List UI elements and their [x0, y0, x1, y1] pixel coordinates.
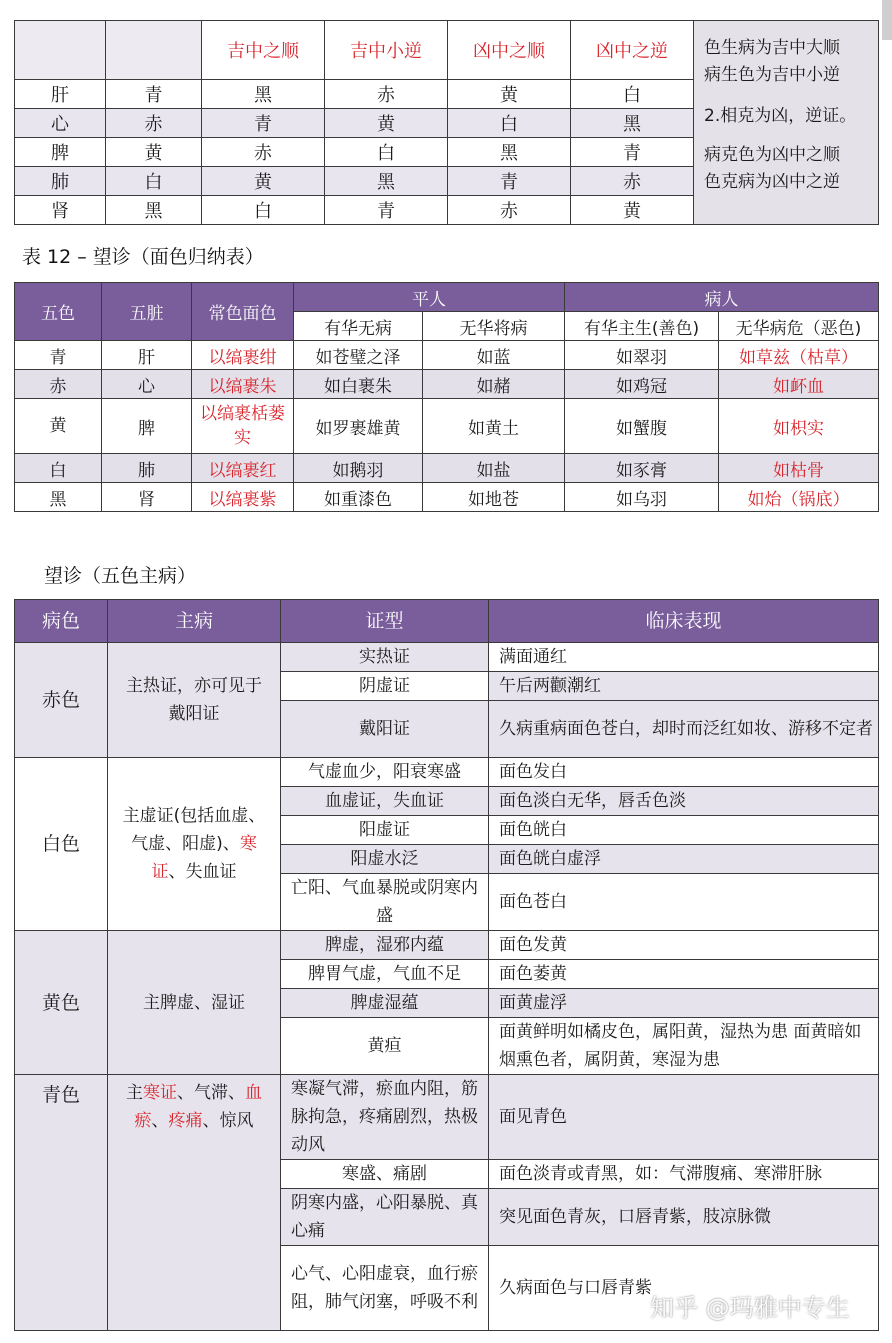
table-row [15, 454, 879, 483]
table-cell: 如蓝 [423, 341, 565, 370]
symptom-cell: 久病面色与口唇青紫 [489, 1246, 879, 1331]
table-row [15, 1075, 879, 1160]
table-cell: 黑 [202, 80, 325, 109]
table-cell: 白 [448, 109, 571, 138]
note-line: 病克色为凶中之顺 [704, 145, 840, 165]
main-disease-cell [108, 1075, 281, 1331]
table-cell: 以缟裹朱 [192, 370, 294, 399]
header-cell: 病色 [15, 600, 108, 643]
main-disease-text: 、惊风 [202, 1111, 254, 1131]
table-cell: 白 [106, 167, 202, 196]
table-cell: 黄 [325, 109, 448, 138]
pattern-cell: 阳虚证 [281, 816, 489, 845]
header-cell: 临床表现 [489, 600, 879, 643]
table-cell: 如枯骨 [719, 454, 879, 483]
table-cell: 如枳实 [719, 399, 879, 454]
main-disease-text: 主 [126, 1083, 143, 1103]
symptom-cell: 面色淡青或青黑，如：气滞腹痛、寒滞肝脉 [489, 1160, 879, 1189]
table-cell: 如炲（锅底） [719, 483, 879, 512]
main-disease-text: 、失血证 [168, 862, 237, 882]
table-cell: 青 [15, 341, 102, 370]
table-cell: 心 [15, 109, 106, 138]
main-disease-text: 、气滞、 [177, 1083, 245, 1103]
note-line: 2.相克为凶，逆证。 [704, 106, 857, 126]
symptom-cell: 面见青色 [489, 1075, 879, 1160]
table-cell: 脾 [15, 138, 106, 167]
symptom-cell: 面色淡白无华，唇舌色淡 [489, 787, 879, 816]
table-cell: 如地苍 [423, 483, 565, 512]
table-cell: 赤 [106, 109, 202, 138]
table-cell: 以缟裹绀 [192, 341, 294, 370]
table-cell: 如鹅羽 [294, 454, 423, 483]
table-cell: 肾 [102, 483, 192, 512]
symptom-cell: 面黄虚浮 [489, 989, 879, 1018]
five-color-disease-table [14, 599, 879, 1331]
table-cell: 白 [571, 80, 694, 109]
pattern-cell: 心气、心阳虚衰，血行瘀阻，肺气闭塞，呼吸不利 [281, 1246, 489, 1331]
symptom-cell: 满面通红 [489, 643, 879, 672]
symptom-cell: 面色㿠白 [489, 816, 879, 845]
table-cell: 黑 [106, 196, 202, 225]
pattern-cell: 脾胃气虚，气血不足 [281, 960, 489, 989]
pattern-cell: 阳虚水泛 [281, 845, 489, 874]
header-cell [15, 21, 106, 80]
table-cell: 肺 [15, 167, 106, 196]
subheader-cell: 无华将病 [423, 312, 565, 341]
table-cell: 如乌羽 [565, 483, 719, 512]
pattern-cell: 脾虚湿蕴 [281, 989, 489, 1018]
pattern-cell: 阴虚证 [281, 672, 489, 701]
table-cell: 黑 [571, 109, 694, 138]
table-cell: 如赭 [423, 370, 565, 399]
symptom-cell: 面色发白 [489, 758, 879, 787]
table-row [15, 643, 879, 672]
table-cell: 黑 [448, 138, 571, 167]
table-cell: 赤 [325, 80, 448, 109]
color-cell: 白色 [15, 758, 108, 931]
color-cell: 赤色 [15, 643, 108, 758]
table-row [15, 931, 879, 960]
table-cell: 黑 [15, 483, 102, 512]
symptom-cell: 面色发黄 [489, 931, 879, 960]
header-cell: 吉中小逆 [325, 21, 448, 80]
table-cell: 肺 [102, 454, 192, 483]
main-disease-text: 主虚证(包括血虚、气虚、阳虚)、 [122, 806, 266, 854]
symptom-cell: 面色㿠白虚浮 [489, 845, 879, 874]
subheader-cell: 无华病危（恶色) [719, 312, 879, 341]
pattern-cell: 亡阳、气血暴脱或阴寒内盛 [281, 874, 489, 931]
symptom-cell: 久病重病面色苍白，却时而泛红如妆、游移不定者 [489, 701, 879, 758]
table-cell: 如重漆色 [294, 483, 423, 512]
header-cell: 常色面色 [192, 283, 294, 341]
color-disease-relation-table [14, 20, 879, 225]
table-cell: 青 [325, 196, 448, 225]
pattern-cell: 寒盛、痛剧 [281, 1160, 489, 1189]
table-cell: 如苍璧之泽 [294, 341, 423, 370]
table-row [15, 370, 879, 399]
table-cell: 白 [202, 196, 325, 225]
header-cell: 证型 [281, 600, 489, 643]
header-cell: 凶中之顺 [448, 21, 571, 80]
table-cell: 肝 [15, 80, 106, 109]
pattern-cell: 脾虚，湿邪内蕴 [281, 931, 489, 960]
main-disease-highlight: 寒证 [143, 1083, 177, 1103]
color-cell: 黄色 [15, 931, 108, 1075]
table-row [15, 483, 879, 512]
symptom-cell: 突见面色青灰，口唇青紫，肢凉脉微 [489, 1189, 879, 1246]
pattern-cell: 阴寒内盛，心阳暴脱、真心痛 [281, 1189, 489, 1246]
header-cell: 主病 [108, 600, 281, 643]
table-title: 表 12 – 望诊（面色归纳表） [22, 246, 264, 268]
table-cell: 黄 [106, 138, 202, 167]
table-cell: 黄 [202, 167, 325, 196]
table-cell: 赤 [448, 196, 571, 225]
table-row [15, 758, 879, 787]
header-cell: 五脏 [102, 283, 192, 341]
header-cell: 平人 [294, 283, 565, 312]
symptom-cell: 面色萎黄 [489, 960, 879, 989]
table-cell: 如草兹（枯草） [719, 341, 879, 370]
table-cell: 以缟裹紫 [192, 483, 294, 512]
main-disease-cell: 主热证，亦可见于戴阳证 [108, 643, 281, 758]
table-row [15, 399, 879, 454]
table-cell: 心 [102, 370, 192, 399]
main-disease-highlight: 寒证 [151, 834, 257, 882]
table-row [15, 341, 879, 370]
main-disease-highlight: 疼痛 [168, 1111, 203, 1131]
table-title: 望诊（五色主病） [44, 565, 197, 587]
color-cell: 青色 [15, 1075, 108, 1331]
table-cell: 如鸡冠 [565, 370, 719, 399]
table-cell: 青 [202, 109, 325, 138]
symptom-cell: 面色苍白 [489, 874, 879, 931]
table-cell: 青 [448, 167, 571, 196]
complexion-summary-table [14, 282, 879, 512]
table-cell: 如衃血 [719, 370, 879, 399]
table-cell: 如罗裹雄黄 [294, 399, 423, 454]
header-cell: 凶中之逆 [571, 21, 694, 80]
note-line: 色生病为吉中大顺 [704, 38, 840, 58]
table-cell: 脾 [102, 399, 192, 454]
pattern-cell: 寒凝气滞，瘀血内阻，筋脉拘急，疼痛剧烈，热极动风 [281, 1075, 489, 1160]
table-cell: 白 [15, 454, 102, 483]
table-cell: 黄 [448, 80, 571, 109]
table-cell: 赤 [202, 138, 325, 167]
pattern-cell: 血虚证，失血证 [281, 787, 489, 816]
header-cell: 吉中之顺 [202, 21, 325, 80]
table-cell: 如豕膏 [565, 454, 719, 483]
header-cell [106, 21, 202, 80]
header-cell: 病人 [565, 283, 879, 312]
notes-cell [694, 21, 879, 225]
table-cell: 青 [106, 80, 202, 109]
note-line: 病生色为吉中小逆 [704, 65, 840, 85]
pattern-cell: 实热证 [281, 643, 489, 672]
pattern-cell: 气虚血少，阳衰寒盛 [281, 758, 489, 787]
main-disease-text: 、 [151, 1111, 169, 1131]
table-cell: 如盐 [423, 454, 565, 483]
table-cell: 黄 [571, 196, 694, 225]
subheader-cell: 有华主生(善色) [565, 312, 719, 341]
table-cell: 如白裹朱 [294, 370, 423, 399]
pattern-cell: 黄疸 [281, 1018, 489, 1075]
table-cell: 如蟹腹 [565, 399, 719, 454]
pattern-cell: 戴阳证 [281, 701, 489, 758]
table-cell: 肾 [15, 196, 106, 225]
main-disease-cell [108, 758, 281, 931]
table-cell: 以缟裹栝蒌实 [192, 399, 294, 454]
watermark: 知乎 @玛雅中专生 [650, 1294, 850, 1322]
subheader-cell: 有华无病 [294, 312, 423, 341]
table-cell: 以缟裹红 [192, 454, 294, 483]
scrollbar[interactable] [882, 0, 892, 40]
table-cell: 肝 [102, 341, 192, 370]
symptom-cell: 面黄鲜明如橘皮色，属阳黄，湿热为患 面黄暗如烟熏色者，属阴黄，寒湿为患 [489, 1018, 879, 1075]
table-cell: 黑 [325, 167, 448, 196]
table-cell: 如黄土 [423, 399, 565, 454]
table-cell: 赤 [15, 370, 102, 399]
table-cell: 青 [571, 138, 694, 167]
table-cell: 白 [325, 138, 448, 167]
main-disease-highlight: 血瘀 [134, 1083, 262, 1131]
table-cell: 黄 [15, 399, 102, 454]
table-cell: 赤 [571, 167, 694, 196]
table-cell: 如翠羽 [565, 341, 719, 370]
symptom-cell: 午后两颧潮红 [489, 672, 879, 701]
note-line: 色克病为凶中之逆 [704, 172, 840, 192]
header-cell: 五色 [15, 283, 102, 341]
main-disease-cell: 主脾虚、湿证 [108, 931, 281, 1075]
